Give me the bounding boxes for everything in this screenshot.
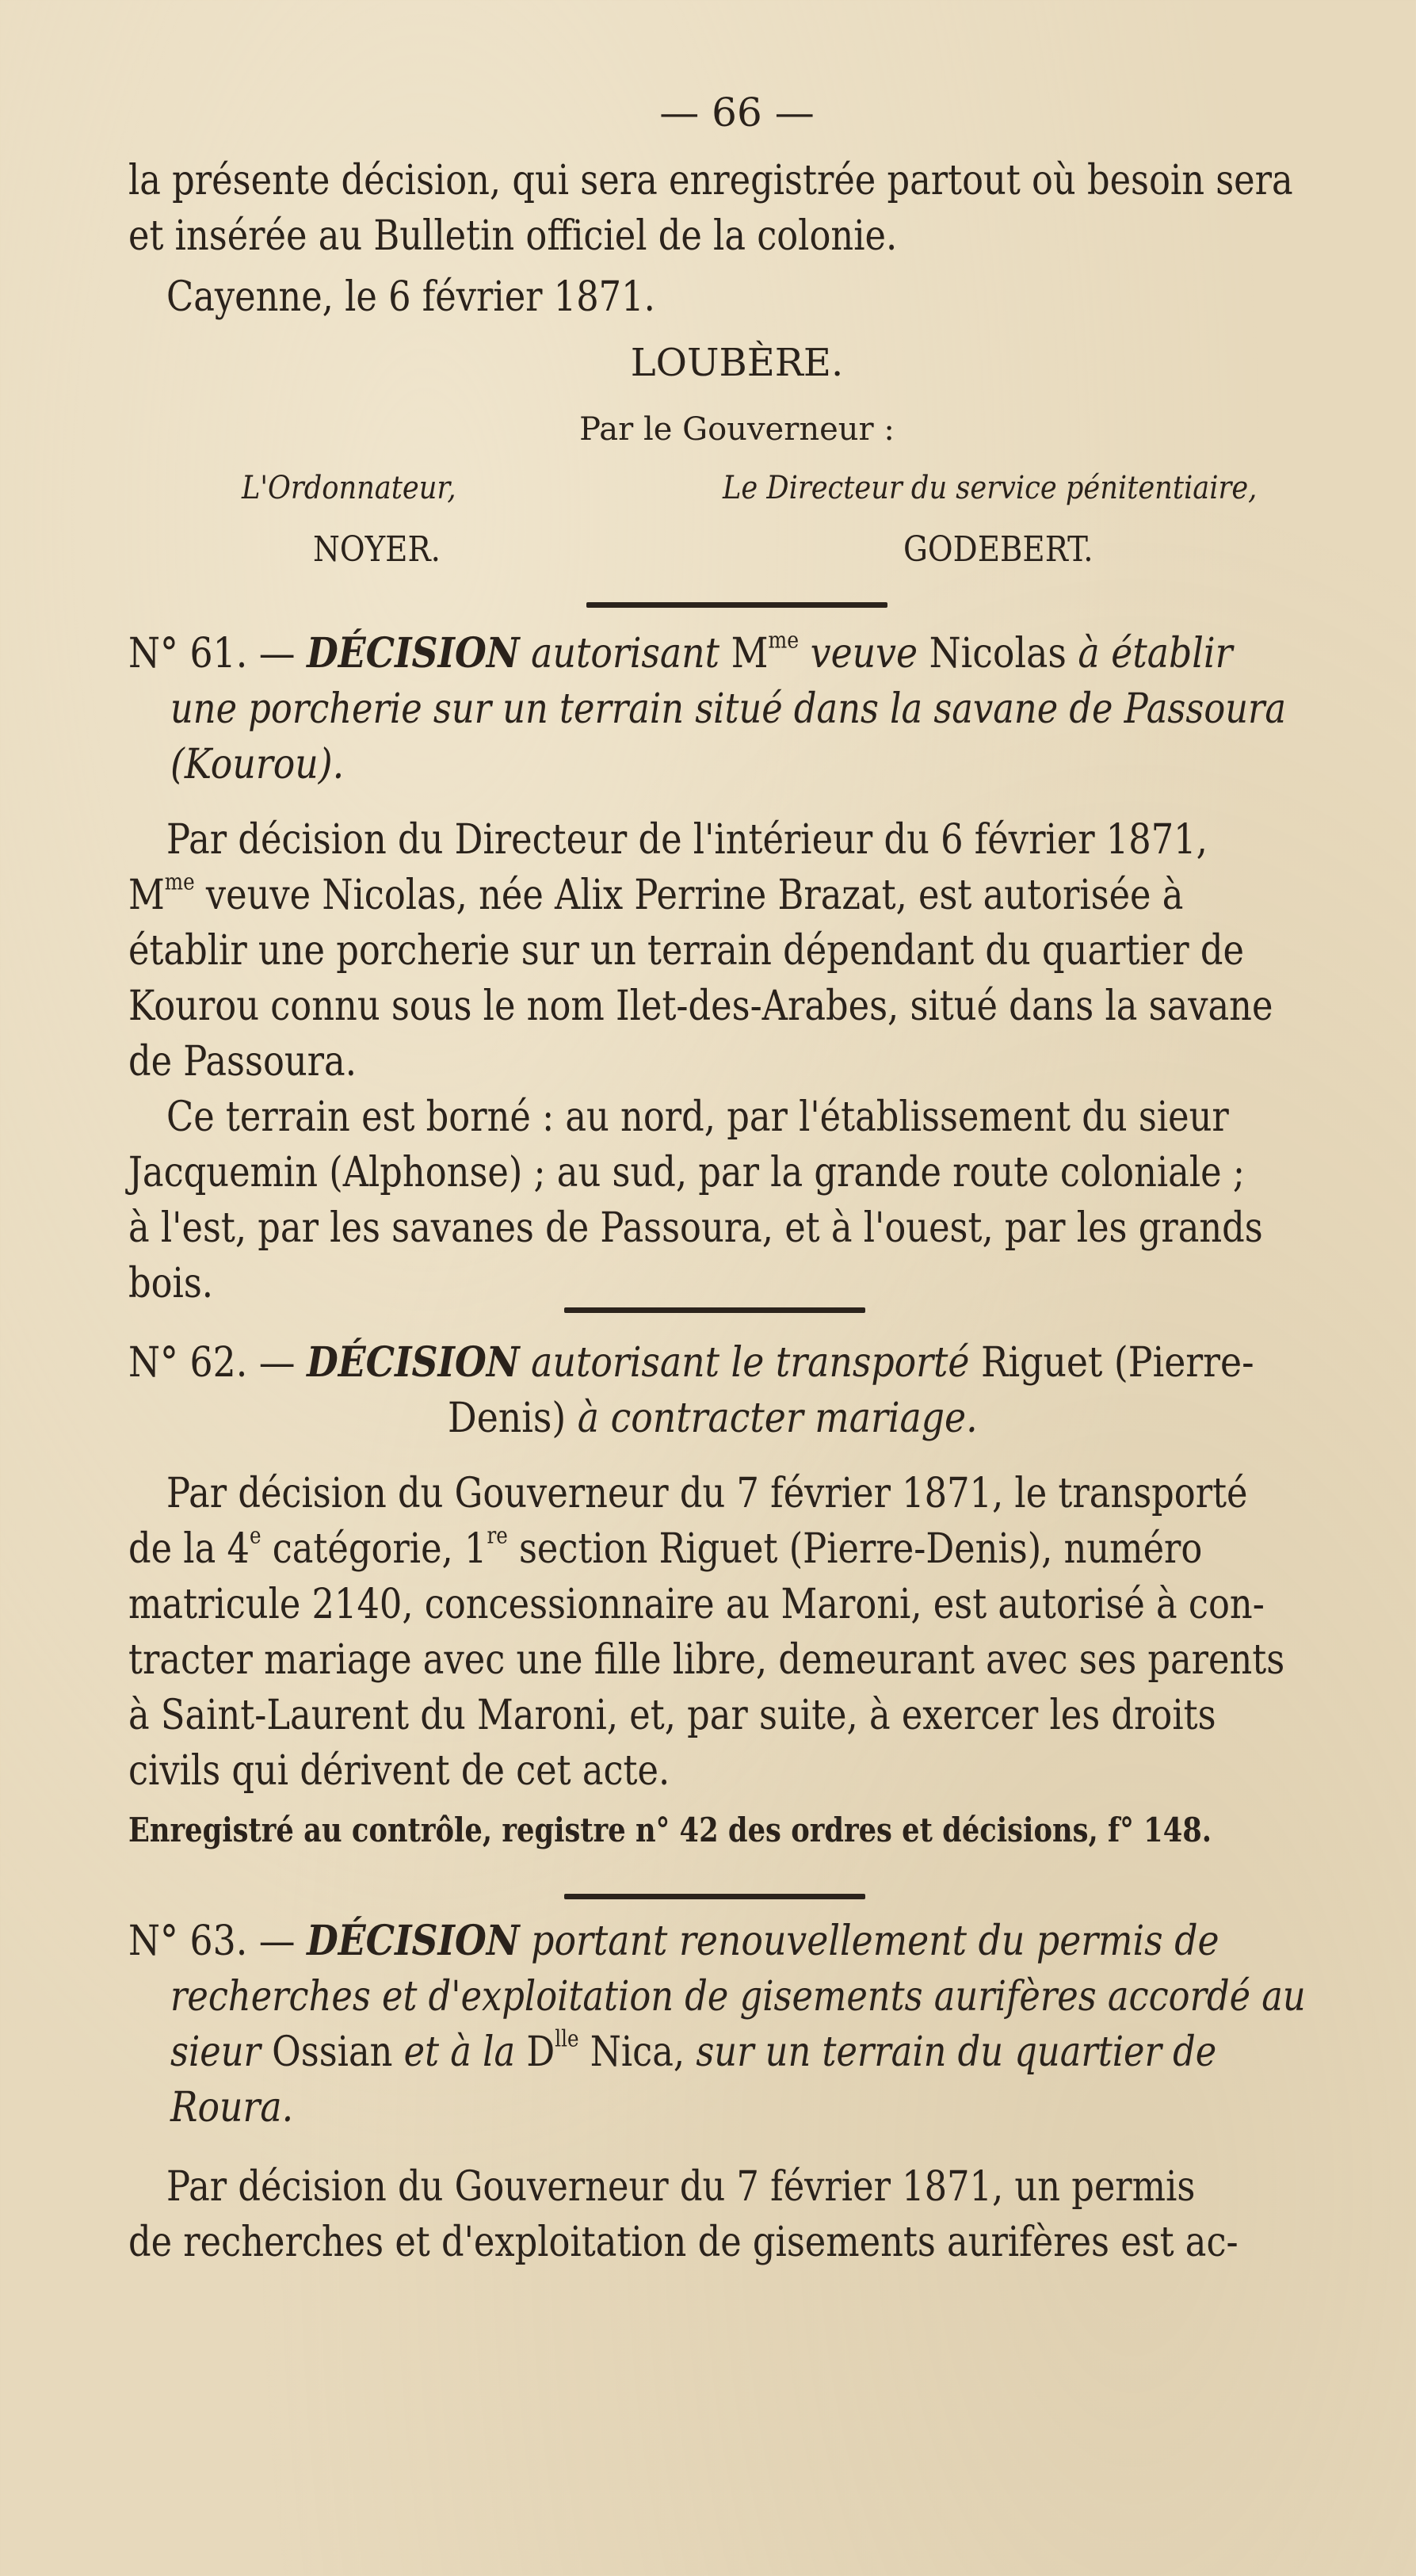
decision-62-heading-line-1: N° 62. — DÉCISION autorisant le transporté Riguet (Pierre- [128,1338,1254,1387]
decision-63-body-line-1: Par décision du Gouverneur du 7 février 1871, un permis [166,2163,1196,2211]
decision-62-body-line-2: de la 4e catégorie, 1re section Riguet (Pierre-Denis), numéro [128,1521,1203,1573]
decision-62-body-line-4: tracter mariage avec une fille libre, demeurant avec ses parents [128,1636,1285,1684]
intro-line-2: et insérée au Bulletin officiel de la colonie. [128,212,898,260]
decision-61-body-line-8: à l'est, par les savanes de Passoura, et à l'ouest, par les grands [128,1204,1263,1252]
decision-61-body-line-1: Par décision du Directeur de l'intérieur du 6 février 1871, [166,816,1208,864]
decision-62-title: DÉCISION [307,1338,520,1387]
decision-63-heading-line-2: recherches et d'exploitation de gisements aurifères accordé au [170,1973,1306,2021]
separator-rule-1 [586,602,887,608]
decision-63-heading-line-3: sieur Ossian et à la $D^{lle}$ Nica, sur un terrain du quartier de [170,2025,1217,2076]
decision-62-body-line-3: matricule 2140, concessionnaire au Maroni, est autorisé à con- [128,1581,1265,1628]
decision-62-heading-line-2: Denis) à contracter mariage. [448,1395,978,1442]
decision-61-heading-line-2: une porcherie sur un terrain situé dans la savane de Passoura [170,685,1287,733]
directeur-title: Le Directeur du service pénitentiaire, [723,470,1258,506]
godebert-name: GODEBERT. [903,529,1093,570]
decision-61-body-line-9: bois. [128,1260,214,1307]
decision-63-body-line-2: de recherches et d'exploitation de gisements aurifères est ac- [128,2219,1239,2266]
decision-61-body-line-7: Jacquemin (Alphonse) ; au sud, par la grande route coloniale ; [128,1149,1245,1196]
decision-63-heading-line-1: N° 63. — DÉCISION portant renouvellement du permis de [128,1917,1219,1965]
noyer-name: NOYER. [313,529,441,570]
decision-63-heading-line-4: Roura. [170,2084,294,2131]
decision-61-body-line-4: Kourou connu sous le nom Ilet-des-Arabes, situé dans la savane [128,983,1273,1030]
decision-62-number: N° 62. — [128,1339,296,1387]
decision-62-body-line-5: à Saint-Laurent du Maroni, et, par suite, à exercer les droits [128,1692,1216,1739]
decision-63-number: N° 63. — [128,1918,296,1965]
signature-name: LOUBÈRE. [630,341,844,385]
decision-61-title: DÉCISION [307,629,520,677]
decision-61-body-line-2: $M^{me}$ veuve Nicolas, née Alix Perrine Brazat, est autorisée à [128,868,1184,919]
page-number: — 66 — [659,90,815,135]
ordonnateur-title: L'Ordonnateur, [242,470,456,506]
decision-61-body-line-3: établir une porcherie sur un terrain dépendant du quartier de [128,927,1244,975]
decision-63-title: DÉCISION [307,1917,520,1965]
date-line: Cayenne, le 6 février 1871. [166,273,655,321]
decision-62-registration: Enregistré au contrôle, registre n° 42 des ordres et décisions, f° 148. [128,1811,1212,1849]
decision-62-body-line-6: civils qui dérivent de cet acte. [128,1747,670,1795]
intro-line-1: la présente décision, qui sera enregistrée partout où besoin sera [128,157,1293,204]
decision-61-body-line-5: de Passoura. [128,1038,357,1086]
decision-61-heading-line-3: (Kourou). [170,741,345,788]
separator-rule-2 [564,1307,865,1313]
decision-61-heading-line-1: N° 61. — DÉCISION autorisant $M^{me}$ veuve Nicolas à établir [128,626,1233,677]
decision-62-body-line-1: Par décision du Gouverneur du 7 février 1871, le transporté [166,1470,1248,1517]
by-governor: Par le Gouverneur : [579,411,895,448]
decision-61-body-line-6: Ce terrain est borné : au nord, par l'établissement du sieur [166,1093,1229,1141]
decision-61-number: N° 61. — [128,630,296,677]
separator-rule-3 [564,1894,865,1899]
